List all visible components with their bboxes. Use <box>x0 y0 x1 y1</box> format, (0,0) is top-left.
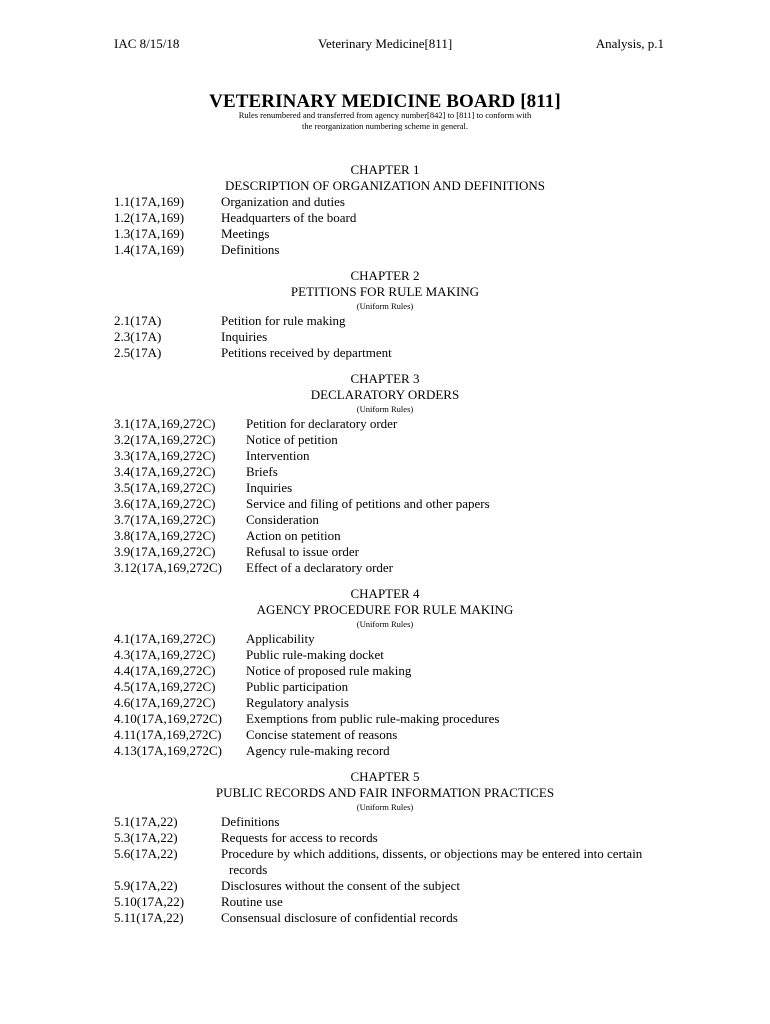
rule-title: Requests for access to records <box>221 830 378 845</box>
rule-title: Definitions <box>221 242 280 257</box>
chapter-1 <box>0 162 770 258</box>
rule-number: 5.10(17A,22) <box>114 894 185 909</box>
rule-row <box>0 910 770 926</box>
rule-row <box>0 846 770 878</box>
rule-title: Regulatory analysis <box>246 695 349 710</box>
rule-row <box>0 432 770 448</box>
chapter-title: PUBLIC RECORDS AND FAIR INFORMATION PRACTICES <box>215 785 555 800</box>
rule-number: 4.4(17A,169,272C) <box>114 663 216 678</box>
chapter-title: PETITIONS FOR RULE MAKING <box>290 284 480 299</box>
rule-number: 5.11(17A,22) <box>114 910 184 925</box>
rule-title-line: Procedure by which additions, dissents, or objections may be entered into certain <box>221 846 643 861</box>
rule-row <box>0 345 770 361</box>
rule-title: Concise statement of reasons <box>246 727 398 742</box>
rule-number: 3.1(17A,169,272C) <box>114 416 216 431</box>
rule-row <box>0 210 770 226</box>
rule-row <box>0 313 770 329</box>
chapter-2 <box>0 268 770 361</box>
chapter-title: AGENCY PROCEDURE FOR RULE MAKING <box>256 602 514 617</box>
rule-title: Petition for rule making <box>221 313 346 328</box>
rule-row <box>0 631 770 647</box>
rule-row <box>0 416 770 432</box>
rule-title: Service and filing of petitions and other papers <box>246 496 490 511</box>
rule-number: 1.1(17A,169) <box>114 194 185 209</box>
rule-number: 5.1(17A,22) <box>114 814 178 829</box>
rule-row <box>0 711 770 727</box>
rule-title: Inquiries <box>246 480 293 495</box>
rule-number: 5.9(17A,22) <box>114 878 178 893</box>
rule-title: Notice of petition <box>246 432 338 447</box>
rule-row <box>0 830 770 846</box>
rule-number: 2.1(17A) <box>114 313 162 328</box>
chapter-3 <box>0 371 770 576</box>
chapter-4 <box>0 586 770 759</box>
rule-number: 2.5(17A) <box>114 345 162 360</box>
rule-row <box>0 814 770 830</box>
chapter-label: CHAPTER 4 <box>350 586 420 601</box>
page-subtitle <box>0 110 770 132</box>
rule-row <box>0 663 770 679</box>
rule-number: 4.5(17A,169,272C) <box>114 679 216 694</box>
chapter-label: CHAPTER 2 <box>350 268 420 283</box>
rule-number: 3.12(17A,169,272C) <box>114 560 222 575</box>
rule-row <box>0 464 770 480</box>
header-page: Analysis, p.1 <box>595 36 664 51</box>
rule-title <box>221 846 661 878</box>
subtitle-line-2: the reorganization numbering scheme in general. <box>301 121 468 131</box>
rule-title: Applicability <box>246 631 315 646</box>
rule-title: Consideration <box>246 512 319 527</box>
rule-number: 1.2(17A,169) <box>114 210 185 225</box>
rule-number: 4.6(17A,169,272C) <box>114 695 216 710</box>
rule-title: Organization and duties <box>221 194 345 209</box>
rule-number: 3.9(17A,169,272C) <box>114 544 216 559</box>
rule-title: Definitions <box>221 814 280 829</box>
rule-number: 4.13(17A,169,272C) <box>114 743 222 758</box>
rule-row <box>0 647 770 663</box>
chapter-label: CHAPTER 3 <box>350 371 420 386</box>
rule-title-continuation: records <box>229 862 268 877</box>
rule-title: Consensual disclosure of confidential records <box>221 910 458 925</box>
rule-row <box>0 512 770 528</box>
chapter-note: (Uniform Rules) <box>356 301 414 311</box>
rule-title: Exemptions from public rule-making procedures <box>246 711 500 726</box>
header-date: IAC 8/15/18 <box>114 36 180 51</box>
rule-number: 4.1(17A,169,272C) <box>114 631 216 646</box>
rule-number: 3.6(17A,169,272C) <box>114 496 216 511</box>
rule-row <box>0 544 770 560</box>
chapter-title: DECLARATORY ORDERS <box>310 387 460 402</box>
rule-title: Headquarters of the board <box>221 210 357 225</box>
rule-number: 3.8(17A,169,272C) <box>114 528 216 543</box>
rule-row <box>0 878 770 894</box>
rule-title: Briefs <box>246 464 278 479</box>
rule-title: Effect of a declaratory order <box>246 560 394 575</box>
rule-number: 3.5(17A,169,272C) <box>114 480 216 495</box>
chapter-note: (Uniform Rules) <box>356 802 414 812</box>
rule-row <box>0 496 770 512</box>
rule-row <box>0 727 770 743</box>
chapter-note: (Uniform Rules) <box>356 404 414 414</box>
rule-title: Routine use <box>221 894 283 909</box>
chapter-note: (Uniform Rules) <box>356 619 414 629</box>
rule-number: 3.2(17A,169,272C) <box>114 432 216 447</box>
chapter-label: CHAPTER 5 <box>350 769 420 784</box>
rule-row <box>0 894 770 910</box>
rule-title: Public participation <box>246 679 349 694</box>
rule-number: 5.6(17A,22) <box>114 846 178 861</box>
rule-title: Refusal to issue order <box>246 544 360 559</box>
chapter-title: DESCRIPTION OF ORGANIZATION AND DEFINITIONS <box>225 178 545 193</box>
rule-row <box>0 560 770 576</box>
chapter-5 <box>0 769 770 926</box>
rule-row <box>0 743 770 759</box>
page-title: VETERINARY MEDICINE BOARD [811] <box>209 91 561 112</box>
rule-number: 2.3(17A) <box>114 329 162 344</box>
rule-title: Petition for declaratory order <box>246 416 398 431</box>
rule-number: 4.11(17A,169,272C) <box>114 727 222 742</box>
chapter-label: CHAPTER 1 <box>350 162 420 177</box>
rule-row <box>0 329 770 345</box>
rule-title: Meetings <box>221 226 270 241</box>
header-agency: Veterinary Medicine[811] <box>318 36 453 51</box>
rule-title: Notice of proposed rule making <box>246 663 412 678</box>
rule-row <box>0 480 770 496</box>
rule-row <box>0 679 770 695</box>
rule-row <box>0 242 770 258</box>
rule-row <box>0 194 770 210</box>
rule-title: Petitions received by department <box>221 345 392 360</box>
rule-row <box>0 695 770 711</box>
rule-number: 3.3(17A,169,272C) <box>114 448 216 463</box>
rule-number: 4.3(17A,169,272C) <box>114 647 216 662</box>
rule-number: 4.10(17A,169,272C) <box>114 711 222 726</box>
subtitle-line-1: Rules renumbered and transferred from agency number[842] to [811] to conform with <box>238 110 532 120</box>
rule-title: Intervention <box>246 448 310 463</box>
chapter-list <box>0 162 770 926</box>
rule-title: Disclosures without the consent of the subject <box>221 878 461 893</box>
rule-row <box>0 226 770 242</box>
rule-number: 1.4(17A,169) <box>114 242 185 257</box>
rule-title: Inquiries <box>221 329 268 344</box>
rule-number: 1.3(17A,169) <box>114 226 185 241</box>
rule-number: 3.4(17A,169,272C) <box>114 464 216 479</box>
rule-row <box>0 448 770 464</box>
rule-title: Action on petition <box>246 528 341 543</box>
rule-title: Agency rule-making record <box>246 743 390 758</box>
rule-number: 3.7(17A,169,272C) <box>114 512 216 527</box>
rule-title: Public rule-making docket <box>246 647 384 662</box>
rule-number: 5.3(17A,22) <box>114 830 178 845</box>
rule-row <box>0 528 770 544</box>
